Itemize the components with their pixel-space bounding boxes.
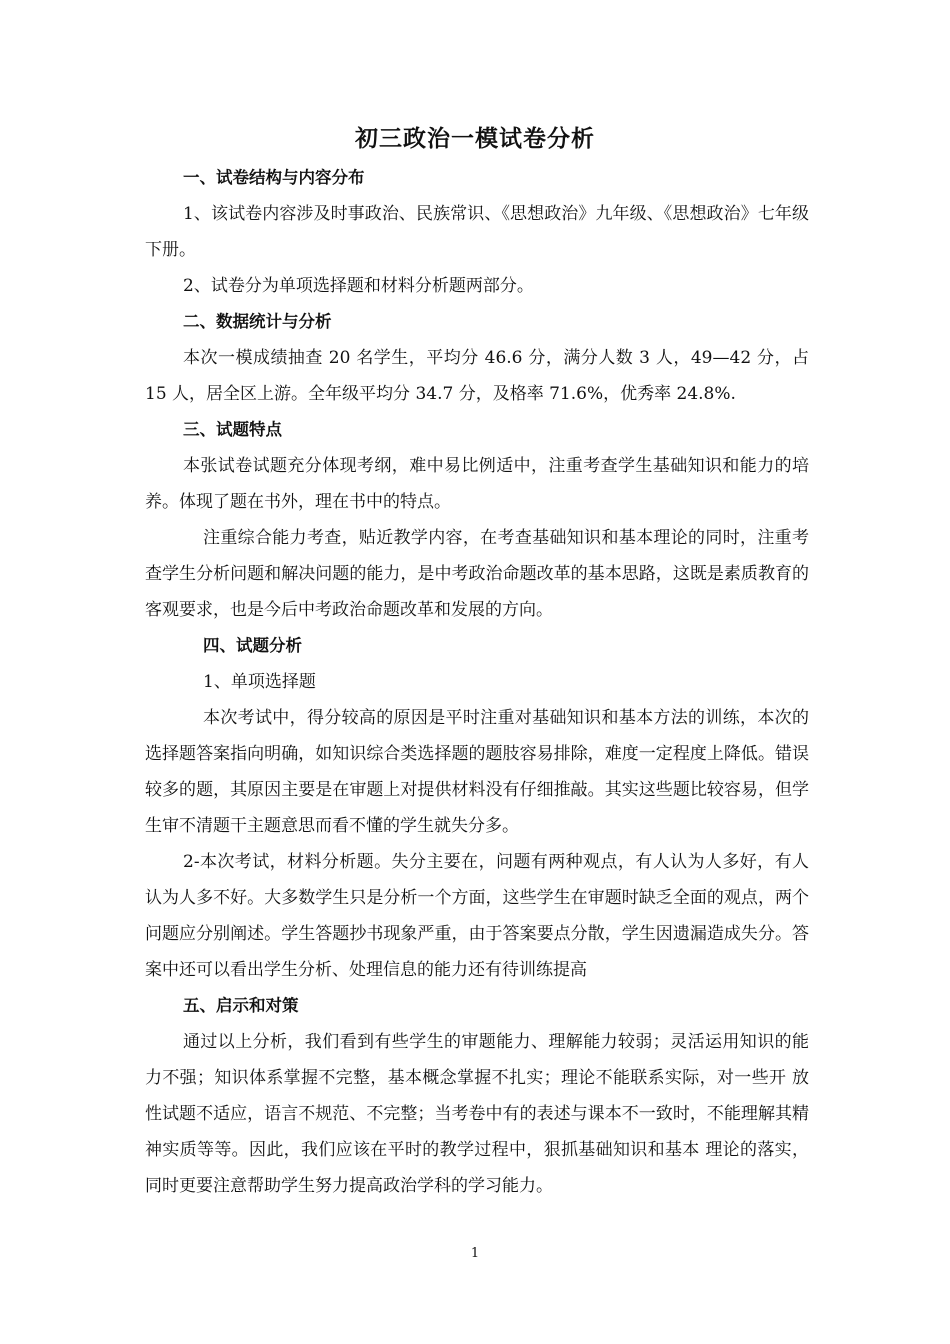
- section-heading-strategy: 五、启示和对策: [183, 996, 299, 1015]
- paragraph-features-2: 注重综合能力考查，贴近教学内容，在考查基础知识和基本理论的同时，注重考查学生分析问题和解决问题的能力，是中考政治命题改革的基本思路，这既是素质教育的客观要求，也是今后中考政治命题改革和发展的方向。: [145, 528, 809, 620]
- section-heading-analysis: 四、试题分析: [203, 636, 302, 655]
- paragraph-choice-analysis: 本次考试中，得分较高的原因是平时注重对基础知识和基本方法的训练，本次的选择题答案指向明确，如知识综合类选择题的题肢容易排除，难度一定程度上降低。错误较多的题，其原因主要是在审题上对提供材料没有仔细推敲。其实这些题比较容易，但学生审不清题干主题意思而看不懂的学生就失分多。: [145, 708, 809, 836]
- subheading-multiple-choice: 1、单项选择题: [203, 672, 316, 692]
- page-title: 初三政治一模试卷分析: [355, 125, 595, 152]
- paragraph-content-scope: 1、该试卷内容涉及时事政治、民族常识、《思想政治》九年级、《思想政治》七年级下册。: [145, 204, 809, 260]
- section-heading-statistics: 二、数据统计与分析: [183, 312, 332, 331]
- document-body: [145, 160, 809, 1204]
- paragraph-paper-parts: 2、试卷分为单项选择题和材料分析题两部分。: [183, 276, 534, 296]
- page-number: 1: [470, 1246, 480, 1261]
- section-heading-structure: 一、试卷结构与内容分布: [183, 168, 365, 187]
- paragraph-features-1: 本张试卷试题充分体现考纲，难中易比例适中，注重考查学生基础知识和能力的培养。体现了题在书外，理在书中的特点。: [145, 456, 809, 512]
- paragraph-score-statistics: 本次一模成绩抽查 20 名学生，平均分 46.6 分，满分人数 3 人，49—42 分，占 15 人，居全区上游。全年级平均分 34.7 分，及格率 71.6%，优秀率 24.8%.: [145, 348, 809, 404]
- paragraph-strategy: 通过以上分析，我们看到有些学生的审题能力、理解能力较弱；灵活运用知识的能力不强；知识体系掌握不完整，基本概念掌握不扎实；理论不能联系实际，对一些开 放性试题不适应，语言不规范、不完整；当考卷中有的表述与课本不一致时，不能理解其精神实质等等。因此，我们应该在平时的教学过程中，狠抓基础知识和基本 理论的落实，同时更要注意帮助学生努力提高政治学科的学习能力。: [145, 1032, 809, 1196]
- section-heading-features: 三、试题特点: [183, 420, 282, 439]
- paragraph-material-analysis: 2-本次考试，材料分析题。失分主要在，问题有两种观点，有人认为人多好，有人认为人多不好。大多数学生只是分析一个方面，这些学生在审题时缺乏全面的观点，两个问题应分别阐述。学生答题抄书现象严重，由于答案要点分散，学生因遗漏造成失分。答案中还可以看出学生分析、处理信息的能力还有待训练提高: [145, 852, 809, 980]
